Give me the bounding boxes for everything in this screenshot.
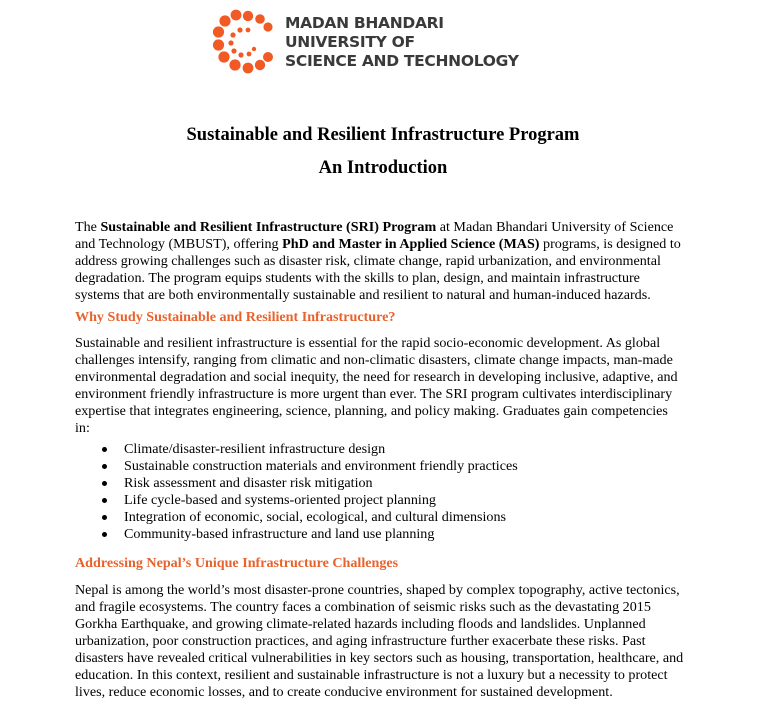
nepal-challenges-paragraph: Nepal is among the world’s most disaster-prone countries, shaped by complex topography, active tectonics, and fragile ecosystems. The country faces a combination of seismic risks such as the devastating 2015 Gorkha Earthquake, and growing climate-related hazards including floods and landslides. Unplanned urbanization, poor construction practices, and aging infrastructure further exacerbate these risks. Past disasters have revealed critical vulnerabilities in key sectors such as housing, transportation, healthcare, and education. In this context, resilient and sustainable infrastructure is not a luxury but a necessity to protect lives, reduce economic losses, and to create conducive environment for sustained development.	[75, 582, 684, 700]
list-item: Integration of economic, social, ecological, and cultural dimensions	[75, 509, 518, 526]
document-subtitle: An Introduction	[318, 158, 448, 178]
logo-text	[285, 14, 519, 71]
bullet-icon	[102, 498, 107, 503]
section-heading-nepal-challenges: Addressing Nepal’s Unique Infrastructure Challenges	[75, 555, 399, 571]
intro-text-1: The	[75, 219, 101, 235]
university-logo	[213, 8, 523, 78]
intro-bold-degrees: PhD and Master in Applied Science (MAS)	[282, 236, 540, 252]
intro-text-2: at Madan Bhandari University of Science and Technology (MBUST), offering	[75, 219, 674, 252]
bullet-icon	[102, 481, 107, 486]
why-study-paragraph: Sustainable and resilient infrastructure is essential for the rapid socio-economic development. As global challenges intensify, ranging from climatic and non-climatic disasters, climate change impacts, man-made environmental degradation and social inequity, the need for research in developing inclusive, adaptive, and environment friendly infrastructure is more urgent than ever. The SRI program cultivates interdisciplinary expertise that integrates engineering, science, planning, and policy making. Graduates gain competencies in:	[75, 335, 678, 436]
list-item: Climate/disaster-resilient infrastructure design	[75, 441, 518, 458]
bullet-icon	[102, 464, 107, 469]
bullet-icon	[102, 515, 107, 520]
logo-line-2: UNIVERSITY OF	[285, 33, 415, 51]
bullet-icon	[102, 447, 107, 452]
logo-line-1: MADAN BHANDARI	[285, 14, 444, 32]
competencies-list	[75, 441, 518, 543]
intro-text-3: programs, is designed to address growing challenges such as disaster risk, climate change, rapid urbanization, and environmental degradation. The program equips students with the skills to plan, design, and maintain infrastructure systems that are both environmentally sustainable and resilient to natural and human-induced hazards.	[75, 236, 681, 303]
list-item: Life cycle-based and systems-oriented project planning	[75, 492, 518, 509]
section-heading-why-study: Why Study Sustainable and Resilient Infrastructure?	[75, 309, 396, 325]
list-item: Risk assessment and disaster risk mitigation	[75, 475, 518, 492]
list-item: Community-based infrastructure and land use planning	[75, 526, 518, 543]
document-title: Sustainable and Resilient Infrastructure Program	[186, 125, 580, 145]
list-item: Sustainable construction materials and environment friendly practices	[75, 458, 518, 475]
logo-line-3: SCIENCE AND TECHNOLOGY	[285, 52, 519, 70]
bullet-icon	[102, 532, 107, 537]
intro-paragraph	[75, 219, 685, 304]
intro-bold-program-name: Sustainable and Resilient Infrastructure (SRI) Program	[100, 219, 437, 235]
logo-dots-icon	[213, 8, 277, 78]
